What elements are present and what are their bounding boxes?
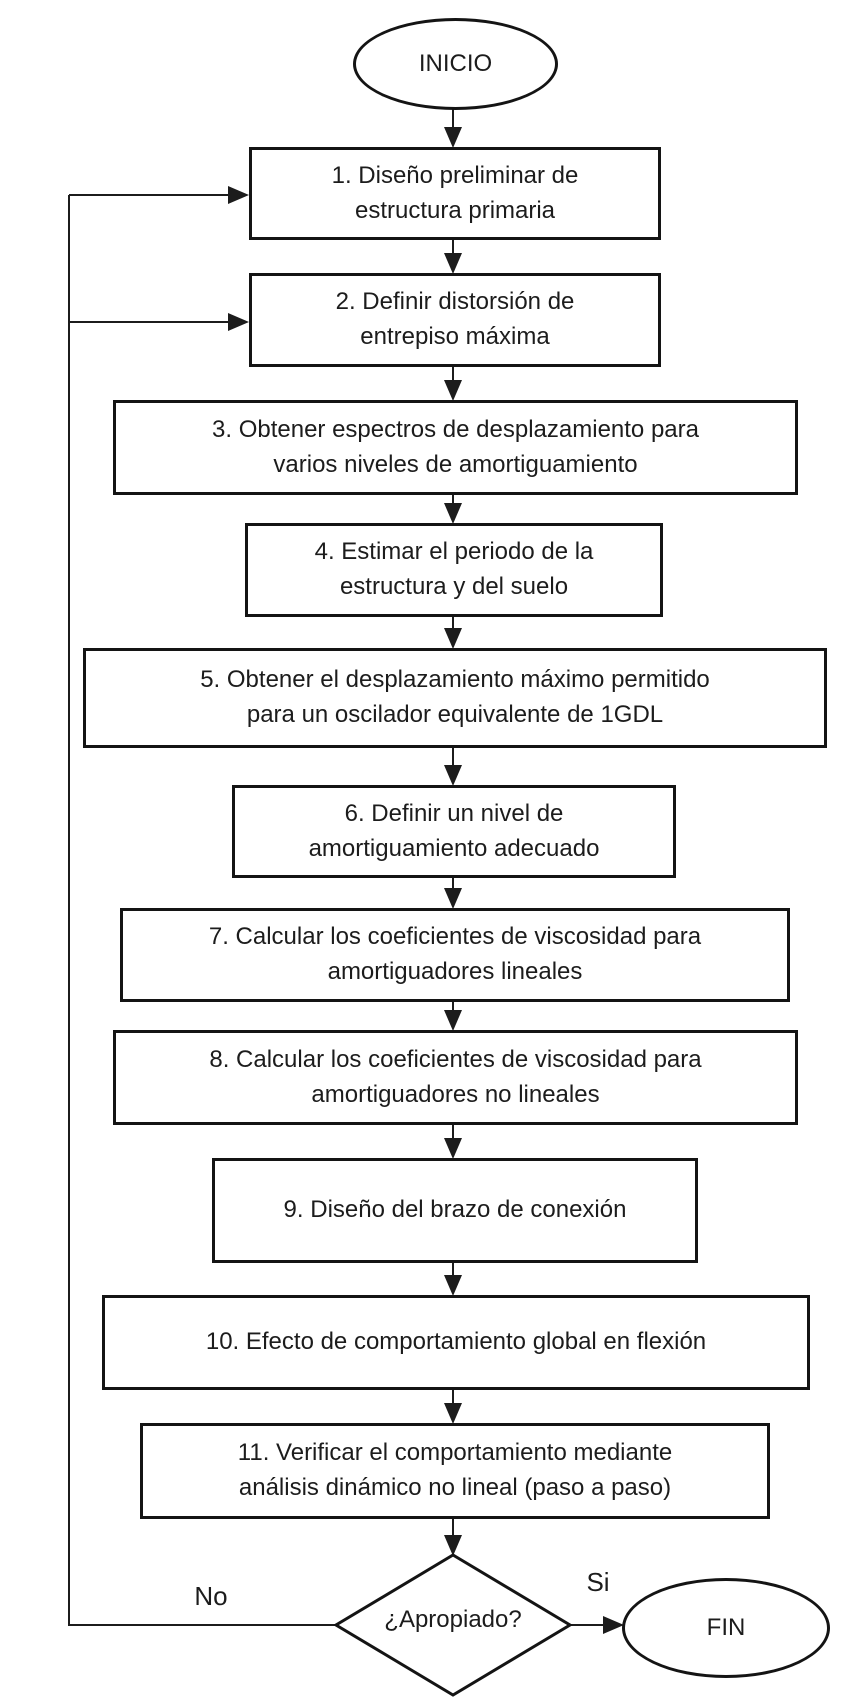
step-box-7 — [120, 908, 790, 1002]
step-box-1 — [249, 147, 661, 240]
step-box-9 — [212, 1158, 698, 1263]
arrowhead-icon — [603, 1616, 624, 1634]
step-box-3 — [113, 400, 798, 495]
step-label-9: 9. Diseño del brazo de conexión — [283, 1196, 627, 1224]
branch-label-si: Si — [586, 1567, 610, 1597]
arrowhead-icon — [228, 313, 249, 331]
step-label-10: 10. Efecto de comportamiento global en flexión — [205, 1328, 707, 1356]
branch-label-no: No — [194, 1581, 228, 1611]
step-label-1: 1. Diseño preliminar de estructura primaria — [331, 161, 579, 224]
step-label-11: 11. Verificar el comportamiento mediante análisis dinámico no lineal (paso a paso) — [237, 1439, 673, 1501]
step-label-7: 7. Calcular los coeficientes de viscosidad para amortiguadores lineales — [208, 923, 702, 985]
decision-label: ¿Apropiado? — [384, 1606, 522, 1633]
step-label-8: 8. Calcular los coeficientes de viscosidad para amortiguadores no lineales — [209, 1045, 702, 1108]
arrowhead-icon — [444, 1403, 462, 1424]
step-label-3: 3. Obtener espectros de desplazamiento para varios niveles de amortiguamiento — [212, 415, 699, 478]
arrowhead-icon — [444, 503, 462, 524]
arrowhead-icon — [228, 186, 249, 204]
step-box-6 — [232, 785, 676, 878]
arrowhead-icon — [444, 1275, 462, 1296]
step-label-5: 5. Obtener el desplazamiento máximo permitido para un oscilador equivalente de 1GDL — [200, 666, 710, 728]
start-label: INICIO — [418, 49, 493, 77]
arrowhead-icon — [444, 127, 462, 148]
arrowhead-icon — [444, 765, 462, 786]
step-box-2 — [249, 273, 661, 367]
end-label: FIN — [706, 1613, 746, 1641]
step-label-6: 6. Definir un nivel de amortiguamiento adecuado — [308, 799, 600, 862]
arrowhead-icon — [444, 253, 462, 274]
arrowhead-icon — [444, 1138, 462, 1159]
step-label-4: 4. Estimar el periodo de la estructura y del suelo — [314, 538, 594, 600]
arrowhead-icon — [444, 380, 462, 401]
step-box-5 — [83, 648, 827, 748]
arrowhead-icon — [444, 628, 462, 649]
step-box-8 — [113, 1030, 798, 1125]
start-terminal — [353, 18, 558, 110]
step-box-11 — [140, 1423, 770, 1519]
arrowhead-icon — [444, 888, 462, 909]
arrowhead-icon — [444, 1535, 462, 1556]
arrowhead-icon — [444, 1010, 462, 1031]
step-box-4 — [245, 523, 663, 617]
step-box-10 — [102, 1295, 810, 1390]
step-label-2: 2. Definir distorsión de entrepiso máxima — [335, 288, 575, 350]
end-terminal — [622, 1578, 830, 1678]
